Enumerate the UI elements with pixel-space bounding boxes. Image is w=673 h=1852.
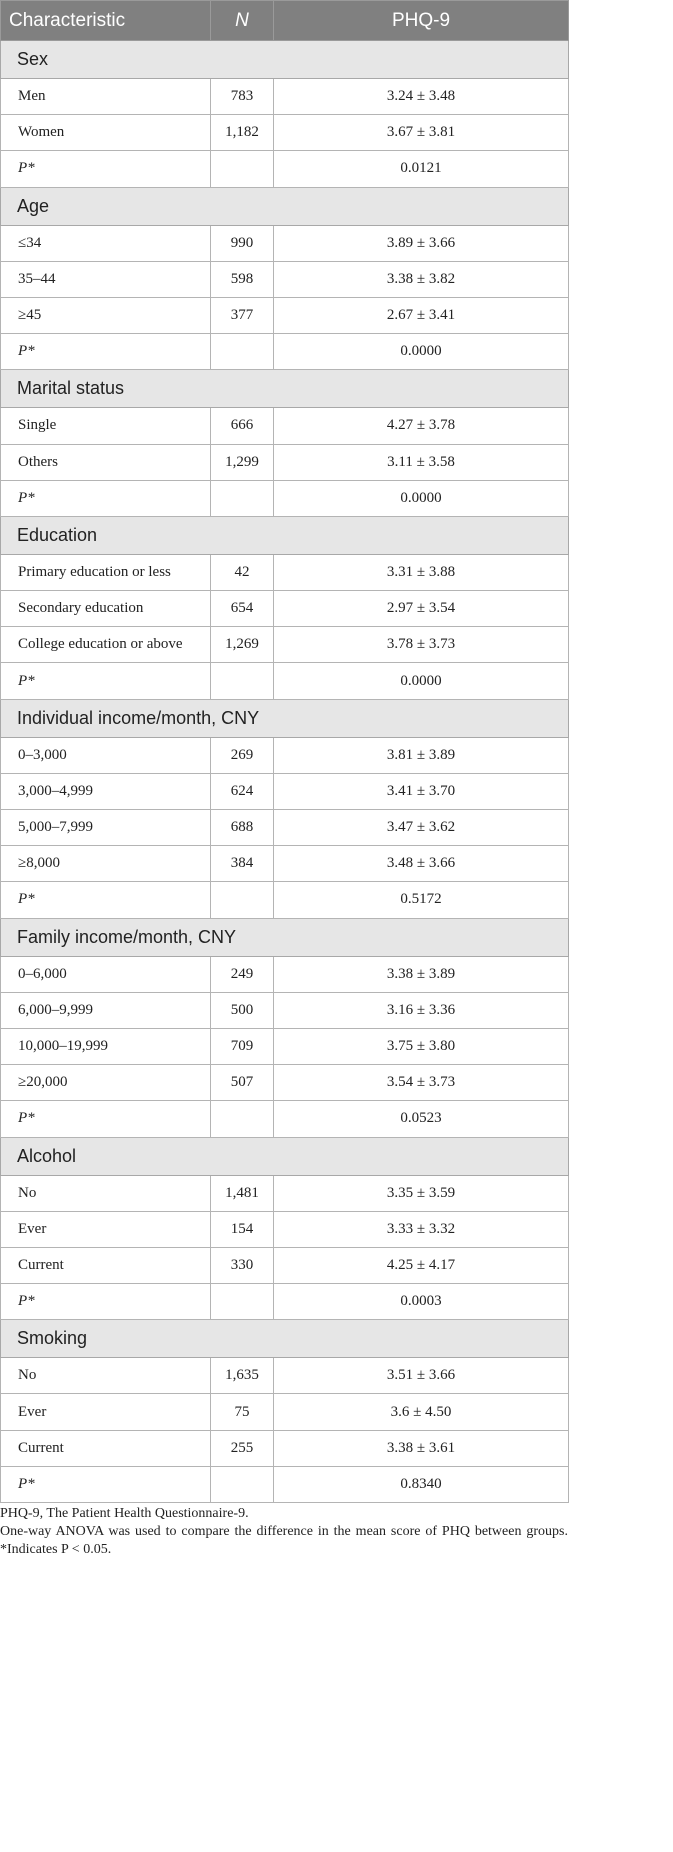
row-phq9-value: 3.81 ± 3.89 (274, 737, 569, 773)
row-label: 0–3,000 (1, 737, 211, 773)
row-phq9-value: 0.5172 (274, 882, 569, 918)
row-label: 3,000–4,999 (1, 773, 211, 809)
row-phq9-value: 0.0121 (274, 151, 569, 187)
row-label: Women (1, 115, 211, 151)
row-n-count: 709 (211, 1028, 274, 1064)
row-label: Secondary education (1, 591, 211, 627)
row-phq9-value: 3.35 ± 3.59 (274, 1175, 569, 1211)
row-phq9-value: 3.41 ± 3.70 (274, 773, 569, 809)
row-n-count: 249 (211, 956, 274, 992)
row-phq9-value: 3.48 ± 3.66 (274, 846, 569, 882)
table-row (1, 554, 569, 590)
table-row (1, 444, 569, 480)
row-label: ≥8,000 (1, 846, 211, 882)
table-row (1, 882, 569, 918)
table-row (1, 79, 569, 115)
row-phq9-value: 3.47 ± 3.62 (274, 810, 569, 846)
row-label: ≤34 (1, 225, 211, 261)
table-row (1, 480, 569, 516)
section-row (1, 516, 569, 554)
row-n-count: 330 (211, 1247, 274, 1283)
section-title: Marital status (1, 370, 569, 408)
row-n-count: 42 (211, 554, 274, 590)
row-label: 5,000–7,999 (1, 810, 211, 846)
row-n-count: 75 (211, 1394, 274, 1430)
header-n: N (211, 1, 274, 41)
row-phq9-value: 3.38 ± 3.89 (274, 956, 569, 992)
section-title: Family income/month, CNY (1, 918, 569, 956)
table-row (1, 1247, 569, 1283)
table-row (1, 992, 569, 1028)
row-n-count (211, 663, 274, 699)
table-row (1, 663, 569, 699)
row-label: 35–44 (1, 261, 211, 297)
row-n-count (211, 334, 274, 370)
row-label: P* (1, 663, 211, 699)
section-row (1, 918, 569, 956)
row-label: Ever (1, 1394, 211, 1430)
section-row (1, 1320, 569, 1358)
row-n-count (211, 151, 274, 187)
row-label: P* (1, 882, 211, 918)
row-phq9-value: 3.16 ± 3.36 (274, 992, 569, 1028)
row-label: 10,000–19,999 (1, 1028, 211, 1064)
row-n-count: 624 (211, 773, 274, 809)
row-n-count: 154 (211, 1211, 274, 1247)
row-phq9-value: 3.33 ± 3.32 (274, 1211, 569, 1247)
row-n-count (211, 882, 274, 918)
row-label: Men (1, 79, 211, 115)
section-row (1, 1137, 569, 1175)
section-row (1, 41, 569, 79)
row-label: ≥45 (1, 297, 211, 333)
row-n-count: 1,481 (211, 1175, 274, 1211)
row-label: P* (1, 480, 211, 516)
section-title: Smoking (1, 1320, 569, 1358)
row-phq9-value: 3.38 ± 3.61 (274, 1430, 569, 1466)
table-row (1, 334, 569, 370)
row-label: 6,000–9,999 (1, 992, 211, 1028)
header-characteristic: Characteristic (1, 1, 211, 41)
table-row (1, 261, 569, 297)
row-label: No (1, 1358, 211, 1394)
row-label: Primary education or less (1, 554, 211, 590)
section-row (1, 370, 569, 408)
row-label: ≥20,000 (1, 1065, 211, 1101)
row-phq9-value: 3.54 ± 3.73 (274, 1065, 569, 1101)
row-n-count: 1,635 (211, 1358, 274, 1394)
row-label: P* (1, 334, 211, 370)
table-footnotes (0, 1503, 568, 1559)
table-body (1, 41, 569, 1503)
table-row (1, 225, 569, 261)
section-title: Individual income/month, CNY (1, 699, 569, 737)
row-phq9-value: 4.25 ± 4.17 (274, 1247, 569, 1283)
row-label: Single (1, 408, 211, 444)
row-n-count: 598 (211, 261, 274, 297)
row-phq9-value: 2.97 ± 3.54 (274, 591, 569, 627)
row-n-count: 990 (211, 225, 274, 261)
table-row (1, 1394, 569, 1430)
row-label: P* (1, 1101, 211, 1137)
table-row (1, 115, 569, 151)
row-n-count (211, 1101, 274, 1137)
row-n-count: 783 (211, 79, 274, 115)
row-n-count: 688 (211, 810, 274, 846)
table-row (1, 1466, 569, 1502)
row-n-count: 500 (211, 992, 274, 1028)
row-label: Current (1, 1247, 211, 1283)
table-row (1, 1101, 569, 1137)
table-row (1, 1358, 569, 1394)
row-phq9-value: 0.0523 (274, 1101, 569, 1137)
row-phq9-value: 0.0000 (274, 480, 569, 516)
row-n-count (211, 480, 274, 516)
row-n-count: 269 (211, 737, 274, 773)
table-row (1, 1065, 569, 1101)
row-n-count: 377 (211, 297, 274, 333)
row-n-count: 1,269 (211, 627, 274, 663)
section-title: Sex (1, 41, 569, 79)
row-phq9-value: 3.75 ± 3.80 (274, 1028, 569, 1064)
table-header (1, 1, 569, 41)
row-n-count: 1,182 (211, 115, 274, 151)
table-row (1, 1028, 569, 1064)
row-phq9-value: 3.31 ± 3.88 (274, 554, 569, 590)
row-label: 0–6,000 (1, 956, 211, 992)
row-label: College education or above (1, 627, 211, 663)
table-row (1, 956, 569, 992)
table-row (1, 627, 569, 663)
table-row (1, 773, 569, 809)
row-label: Ever (1, 1211, 211, 1247)
table-row (1, 408, 569, 444)
header-phq9: PHQ-9 (274, 1, 569, 41)
row-n-count: 507 (211, 1065, 274, 1101)
row-phq9-value: 0.8340 (274, 1466, 569, 1502)
row-label: P* (1, 1466, 211, 1502)
table-row (1, 151, 569, 187)
row-phq9-value: 4.27 ± 3.78 (274, 408, 569, 444)
footnote-abbreviation: PHQ-9, The Patient Health Questionnaire-9. (0, 1506, 249, 1521)
table-row (1, 1284, 569, 1320)
row-phq9-value: 3.51 ± 3.66 (274, 1358, 569, 1394)
row-n-count: 654 (211, 591, 274, 627)
row-phq9-value: 3.89 ± 3.66 (274, 225, 569, 261)
row-phq9-value: 3.6 ± 4.50 (274, 1394, 569, 1430)
row-phq9-value: 3.78 ± 3.73 (274, 627, 569, 663)
row-phq9-value: 0.0000 (274, 334, 569, 370)
table-row (1, 737, 569, 773)
row-n-count: 1,299 (211, 444, 274, 480)
row-n-count: 384 (211, 846, 274, 882)
section-row (1, 699, 569, 737)
row-label: Others (1, 444, 211, 480)
row-phq9-value: 3.67 ± 3.81 (274, 115, 569, 151)
section-title: Age (1, 187, 569, 225)
row-phq9-value: 2.67 ± 3.41 (274, 297, 569, 333)
row-phq9-value: 3.38 ± 3.82 (274, 261, 569, 297)
table-row (1, 1430, 569, 1466)
row-n-count: 255 (211, 1430, 274, 1466)
table-row (1, 846, 569, 882)
table-row (1, 591, 569, 627)
section-title: Alcohol (1, 1137, 569, 1175)
row-n-count: 666 (211, 408, 274, 444)
row-phq9-value: 0.0003 (274, 1284, 569, 1320)
section-title: Education (1, 516, 569, 554)
row-label: Current (1, 1430, 211, 1466)
row-n-count (211, 1466, 274, 1502)
row-label: P* (1, 151, 211, 187)
table-row (1, 1175, 569, 1211)
section-row (1, 187, 569, 225)
table-row (1, 810, 569, 846)
row-phq9-value: 3.11 ± 3.58 (274, 444, 569, 480)
table-row (1, 1211, 569, 1247)
row-phq9-value: 3.24 ± 3.48 (274, 79, 569, 115)
row-phq9-value: 0.0000 (274, 663, 569, 699)
footnote-method: One-way ANOVA was used to compare the difference in the mean score of PHQ between groups. *Indicates P < 0.05. (0, 1524, 568, 1557)
row-label: P* (1, 1284, 211, 1320)
table-row (1, 297, 569, 333)
row-n-count (211, 1284, 274, 1320)
row-label: No (1, 1175, 211, 1211)
